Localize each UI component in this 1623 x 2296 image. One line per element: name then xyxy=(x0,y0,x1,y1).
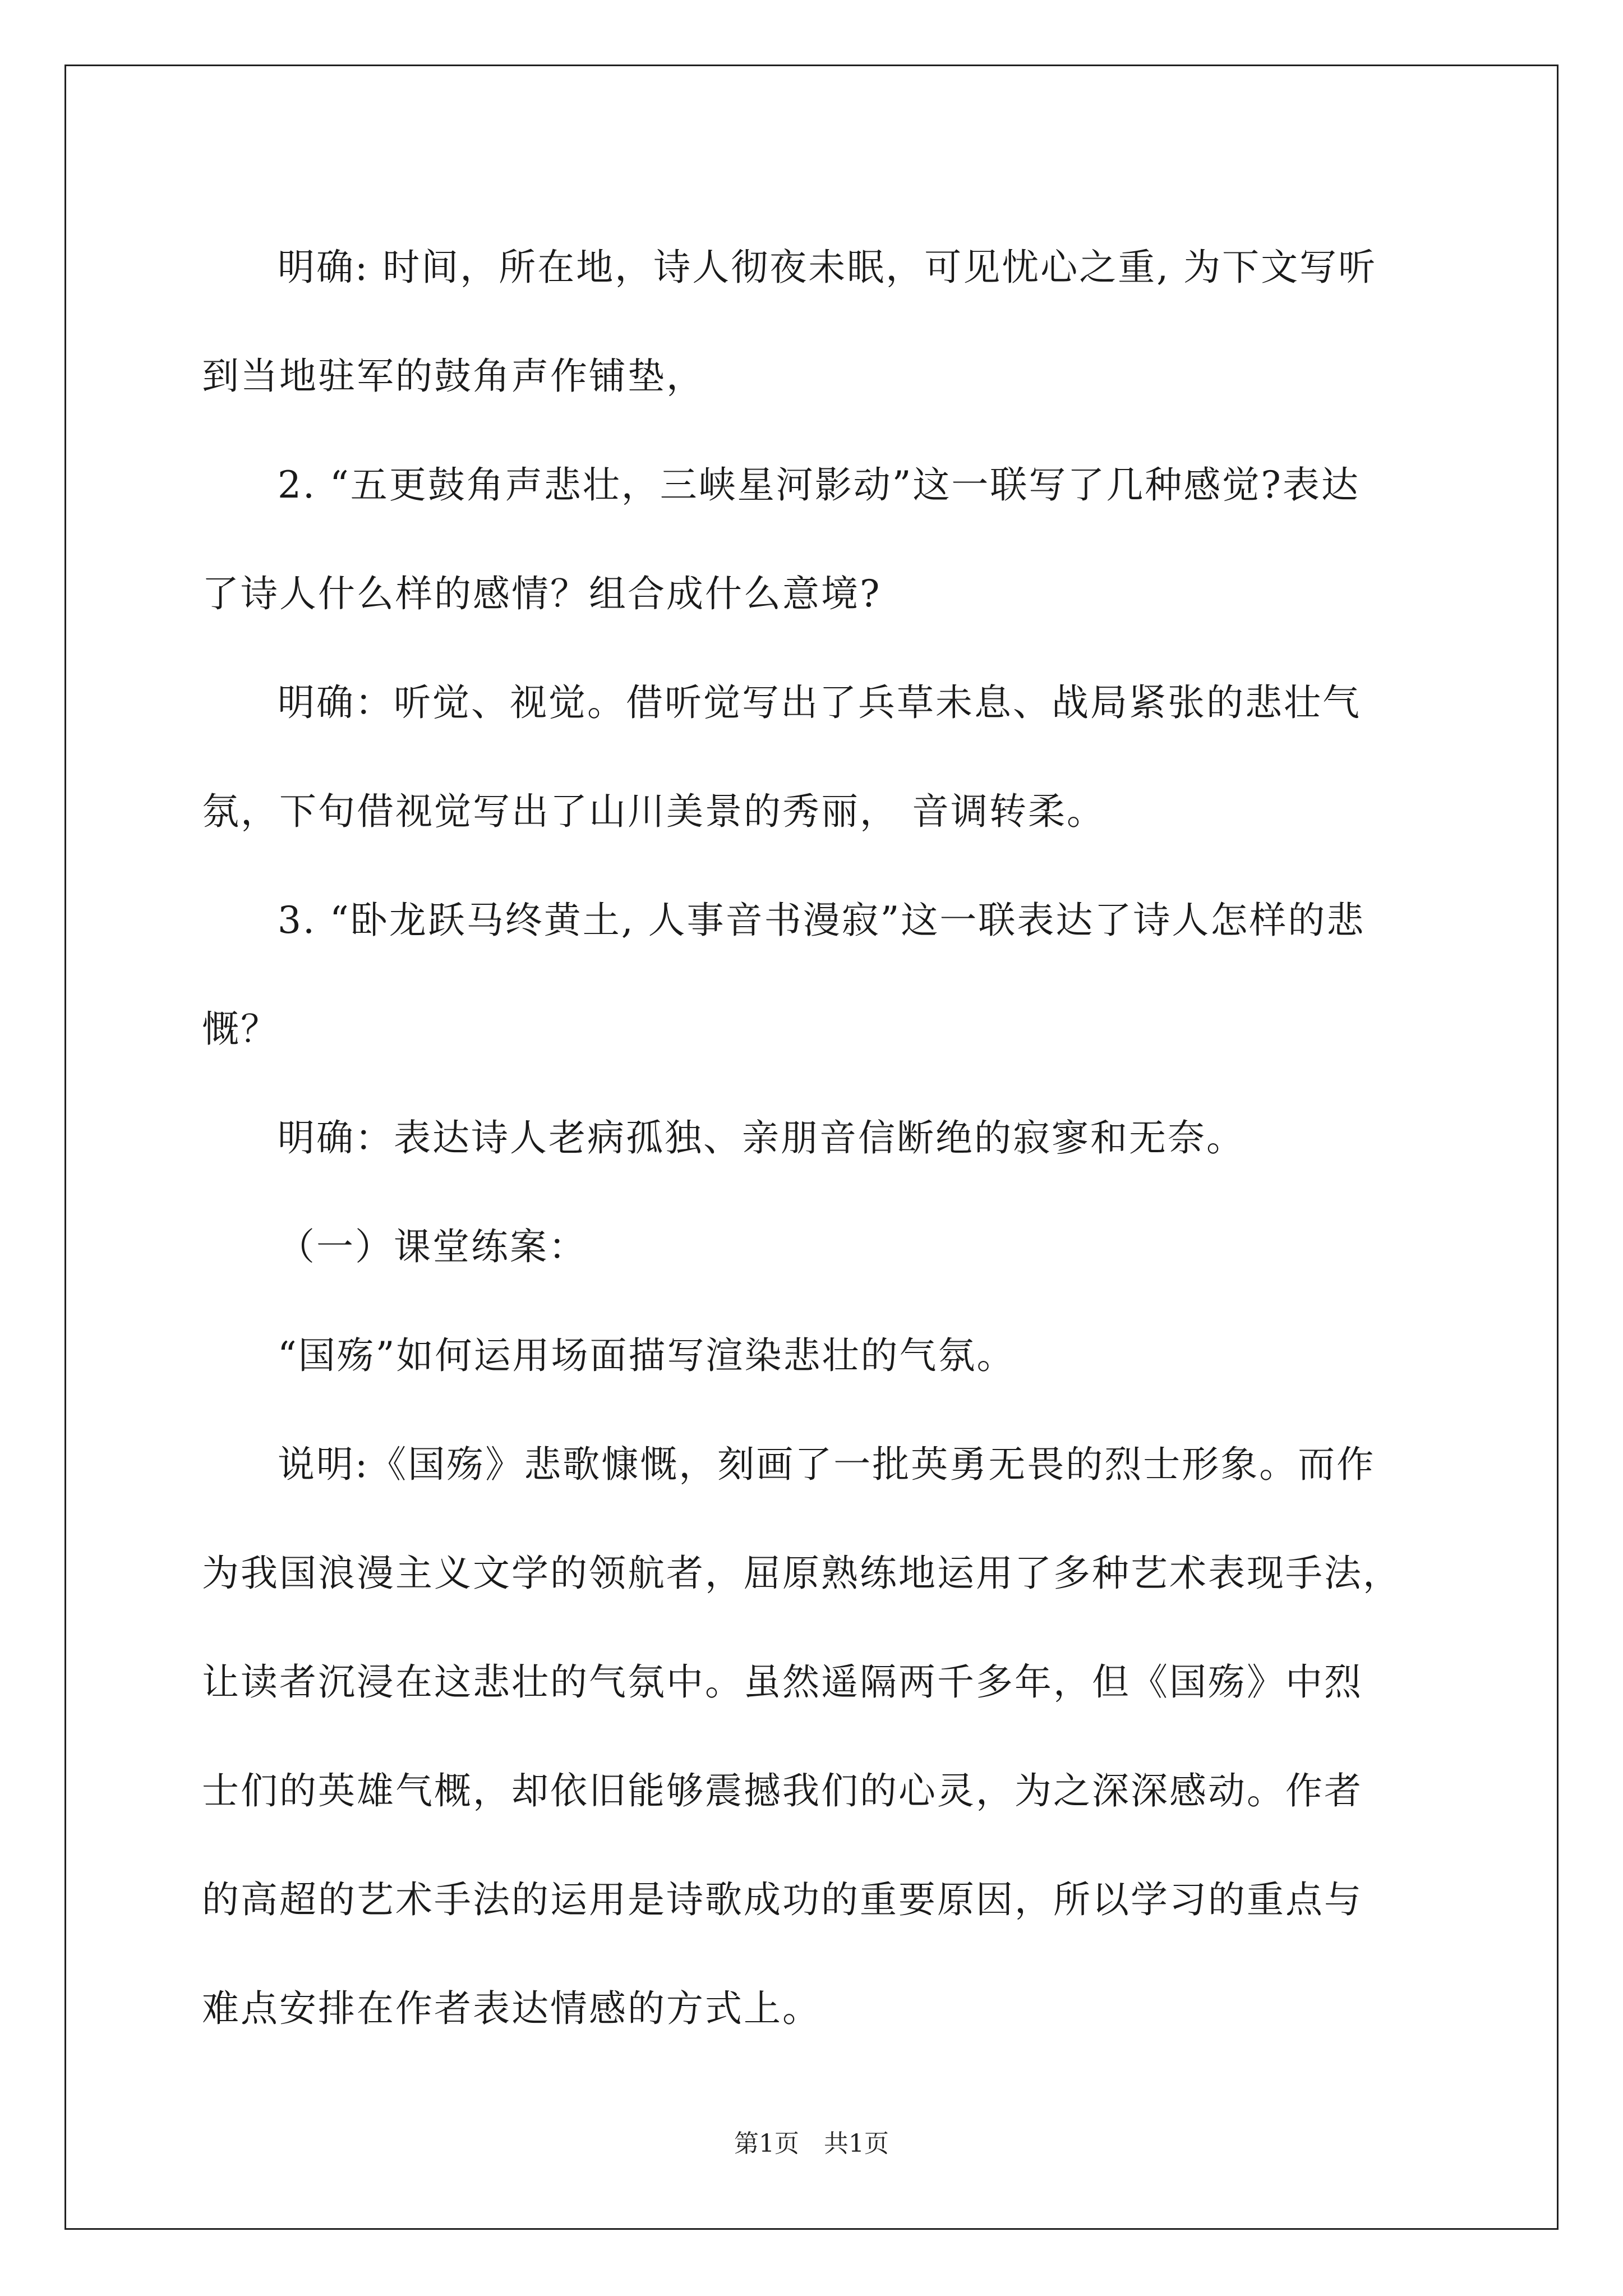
text-line: 士们的英雄气概，却依旧能够震撼我们的心灵，为之深深感动。作者 xyxy=(202,1769,1363,1812)
text-line: 氛，下句借视觉写出了山川美景的秀丽， 音调转柔。 xyxy=(202,790,1105,833)
text-line: 2. “五更鼓角声悲壮，三峡星河影动”这一联写了几种感觉?表达 xyxy=(278,463,1360,507)
text-line: 慨？ xyxy=(202,1007,279,1051)
text-line: 说明:《国殇》悲歌慷慨，刻画了一批英勇无畏的烈士形象。而作 xyxy=(278,1443,1376,1486)
page-number-footer: 第1页 共1页 xyxy=(734,2129,889,2158)
text-line: 明确：听觉、视觉。借听觉写出了兵草未息、战局紧张的悲壮气 xyxy=(278,681,1361,724)
text-line: 明确：表达诗人老病孤独、亲朋音信断绝的寂寥和无奈。 xyxy=(278,1116,1245,1159)
text-line: 明确: 时间，所在地，诗人彻夜未眠，可见忧心之重, 为下文写听 xyxy=(278,246,1377,289)
text-line: 让读者沉浸在这悲壮的气氛中。虽然遥隔两千多年，但《国殇》中烈 xyxy=(202,1660,1363,1704)
text-line: 难点安排在作者表达情感的方式上。 xyxy=(202,1987,821,2030)
document-body xyxy=(202,213,1464,2063)
text-line: 3. “卧龙跃马终黄土, 人事音书漫寂”这一联表达了诗人怎样的悲 xyxy=(278,899,1366,942)
text-line: 为我国浪漫主义文学的领航者，屈原熟练地运用了多种艺术表现手法， xyxy=(202,1552,1401,1595)
text-line: 到当地驻军的鼓角声作铺垫， xyxy=(202,355,705,398)
text-line: “国殇”如何运用场面描写渲染悲壮的气氛。 xyxy=(278,1334,1016,1377)
text-line: （一）课堂练案： xyxy=(278,1225,587,1268)
text-line: 的高超的艺术手法的运用是诗歌成功的重要原因，所以学习的重点与 xyxy=(202,1878,1363,1921)
text-line: 了诗人什么样的感情？组合成什么意境? xyxy=(202,572,882,615)
